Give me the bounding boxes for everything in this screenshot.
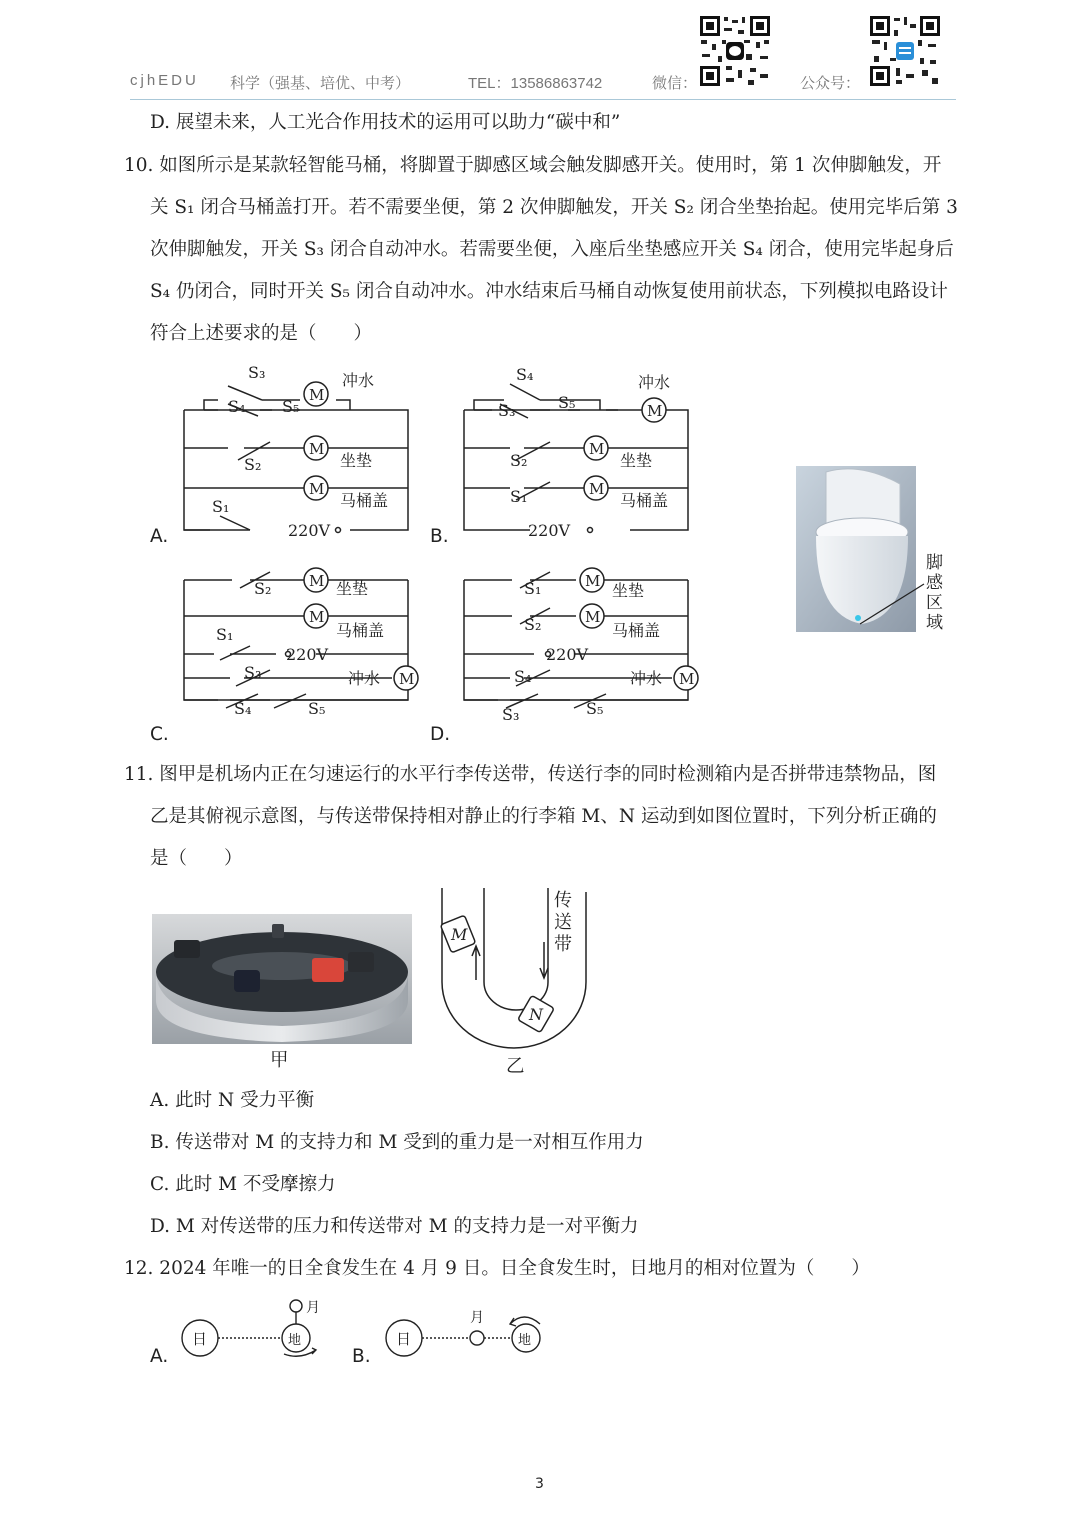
q11-option-d: D. M 对传送带的压力和传送带对 M 的支持力是一对平衡力 [150, 1216, 639, 1237]
a-s5: S₅ [282, 397, 300, 416]
q10-circuits [140, 360, 720, 750]
b-earth-label: 地 [518, 1333, 532, 1348]
a-lid-label: 马桶盖 [340, 491, 389, 510]
c-voltage-label: 220V [286, 645, 329, 664]
header-rule [130, 99, 956, 100]
a-moon-label: 月 [306, 1300, 320, 1316]
c-s1: S₁ [216, 625, 234, 644]
c-seat-label: 坐垫 [336, 579, 369, 598]
b-s2: S₂ [510, 451, 528, 470]
foot-sensor-char-1: 脚 [926, 553, 943, 573]
header-gzh-label: 公众号： [800, 75, 861, 92]
q10-option-b: B. [430, 526, 449, 547]
q11-line-3: 是（ ） [150, 848, 243, 869]
q10-option-c: C. [150, 724, 169, 745]
c-motor-seat: M [309, 572, 325, 590]
q12-option-a: A. [150, 1346, 169, 1367]
b-s4: S₄ [516, 365, 534, 384]
belt-char-2: 送 [554, 912, 572, 933]
d-s5: S₅ [586, 699, 604, 718]
d-motor-flush: M [679, 670, 695, 688]
fig-yi-label: 乙 [506, 1056, 525, 1077]
q11-option-c: C. 此时 M 不受摩擦力 [150, 1174, 336, 1195]
a-motor-seat: M [309, 440, 325, 458]
b-voltage-label: 220V [528, 521, 571, 540]
circuit-c [184, 568, 418, 718]
circuit-a [184, 363, 408, 540]
d-motor-seat: M [585, 572, 601, 590]
d-seat-label: 坐垫 [612, 581, 645, 600]
d-s2: S₂ [524, 615, 542, 634]
belt-char-3: 带 [554, 934, 572, 955]
q11-line-1: 11. 图甲是机场内正在匀速运行的水平行李传送带，传送行李的同时检测箱内是否拼带违禁物品，图 [124, 764, 937, 785]
foot-sensor-char-3: 区 [926, 593, 943, 613]
q11-line-2: 乙是其俯视示意图，与传送带保持相对静止的行李箱 M、N 运动到如图位置时，下列分析正确的 [150, 806, 937, 827]
box-n-label: N [529, 1005, 543, 1024]
q11-option-b: B. 传送带对 M 的支持力和 M 受到的重力是一对相互作用力 [150, 1132, 644, 1153]
header-brand: cjhEDU [130, 72, 199, 89]
fig-jia-label: 甲 [270, 1050, 289, 1071]
luggage-belt-photo [152, 914, 412, 1044]
a-s3: S₃ [248, 363, 266, 382]
q10-option-a: A. [150, 526, 169, 547]
q10-line-1: 10. 如图所示是某款轻智能马桶，将脚置于脚感区域会触发脚感开关。使用时，第 1 次伸脚触发，开 [124, 155, 942, 176]
foot-sensor-leader-line [856, 580, 926, 630]
d-motor-lid: M [585, 608, 601, 626]
a-s1: S₁ [212, 497, 230, 516]
c-motor-lid: M [309, 608, 325, 626]
q10-line-3: 次伸脚触发，开关 S₃ 闭合自动冲水。若需要坐便，入座后坐垫感应开关 S₄ 闭合，使用完毕起身后 [150, 239, 954, 260]
c-s4: S₄ [234, 699, 252, 718]
d-flush-label: 冲水 [630, 669, 663, 688]
d-s1: S₁ [524, 579, 542, 598]
foot-sensor-char-2: 感 [926, 573, 943, 593]
c-s3: S₃ [244, 663, 262, 682]
b-sun-label: 日 [396, 1330, 412, 1348]
b-lid-label: 马桶盖 [620, 491, 669, 510]
a-flush-label: 冲水 [342, 371, 375, 390]
b-motor-seat: M [589, 440, 605, 458]
a-s2: S₂ [244, 455, 262, 474]
b-s3: S₃ [498, 401, 516, 420]
a-motor-flush: M [309, 386, 325, 404]
q11-option-a: A. 此时 N 受力平衡 [150, 1090, 315, 1111]
b-motor-lid: M [589, 480, 605, 498]
belt-char-1: 传 [554, 890, 572, 911]
c-s5: S₅ [308, 699, 326, 718]
header-subject: 科学（强基、培优、中考） [230, 75, 411, 92]
q9-option-d: D. 展望未来，人工光合作用技术的运用可以助力“碳中和” [150, 112, 621, 133]
q10-line-2: 关 S₁ 闭合马桶盖打开。若不需要坐便，第 2 次伸脚触发，开关 S₂ 闭合坐垫抬起。使用完毕后第 3 [150, 197, 958, 218]
q10-line-4: S₄ 仍闭合，同时开关 S₅ 闭合自动冲水。冲水结束后马桶自动恢复使用前状态，下列模拟电路设计 [150, 281, 948, 302]
c-s2: S₂ [254, 579, 272, 598]
d-s3: S₃ [502, 705, 520, 724]
q12-line: 12. 2024 年唯一的日全食发生在 4 月 9 日。日全食发生时，日地月的相对位置为（ ） [124, 1258, 870, 1279]
eclipse-diagram-b [382, 1306, 552, 1366]
b-moon-label: 月 [470, 1310, 484, 1326]
a-motor-lid: M [309, 480, 325, 498]
q10-option-d: D. [430, 724, 451, 745]
header-tel: TEL：13586863742 [468, 75, 603, 92]
page-number: 3 [535, 1476, 544, 1492]
conveyor-top-view-diagram [436, 882, 596, 1062]
circuit-b [464, 365, 688, 540]
a-sun-label: 日 [192, 1330, 208, 1348]
a-earth-label: 地 [288, 1333, 302, 1348]
c-flush-label: 冲水 [348, 669, 381, 688]
foot-sensor-char-4: 域 [926, 613, 943, 633]
box-m-label: M [451, 925, 468, 944]
c-lid-label: 马桶盖 [336, 621, 385, 640]
d-s4: S₄ [514, 667, 532, 686]
header-wechat-label: 微信： [652, 75, 698, 92]
circuit-d [464, 568, 698, 724]
d-voltage-label: 220V [546, 645, 589, 664]
q12-option-b: B. [352, 1346, 371, 1367]
a-voltage-label: 220V [288, 521, 331, 540]
a-s4: S₄ [228, 397, 246, 416]
b-s1: S₁ [510, 487, 528, 506]
q10-line-5: 符合上述要求的是（ ） [150, 323, 373, 344]
gzh-qr-code [868, 14, 942, 88]
b-s5: S₅ [558, 393, 576, 412]
a-seat-label: 坐垫 [340, 451, 373, 470]
b-seat-label: 坐垫 [620, 451, 653, 470]
b-flush-label: 冲水 [638, 373, 671, 392]
d-lid-label: 马桶盖 [612, 621, 661, 640]
b-motor-flush: M [647, 402, 663, 420]
eclipse-diagram-a [176, 1296, 336, 1366]
c-motor-flush: M [399, 670, 415, 688]
wechat-qr-code [698, 14, 772, 88]
